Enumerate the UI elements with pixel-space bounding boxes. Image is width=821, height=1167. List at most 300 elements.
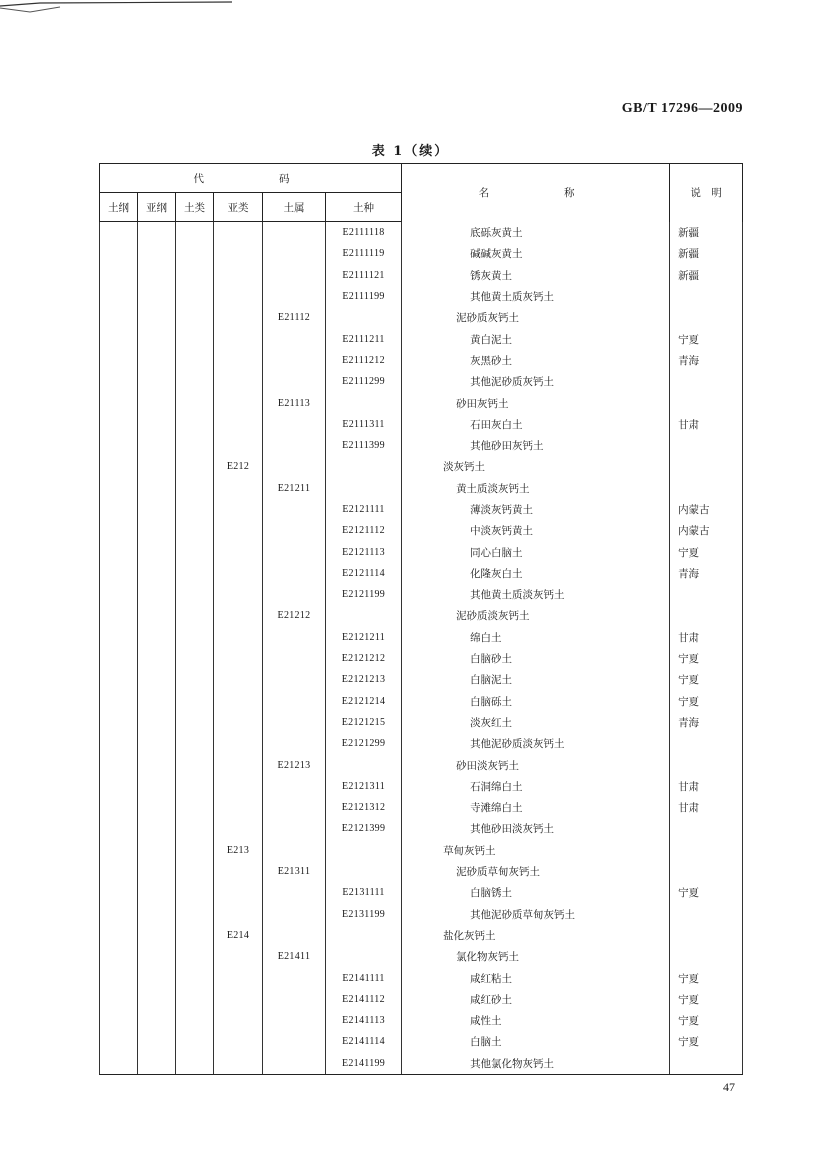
soil-name-cell: 锈灰黄土 <box>402 265 670 286</box>
genus-code-cell: E21112 <box>263 307 326 328</box>
species-code-cell: E2111311 <box>326 414 402 435</box>
note-cell: 甘肃 <box>670 414 743 435</box>
suborder-cell <box>138 222 176 244</box>
soil-name-cell: 绵白土 <box>402 627 670 648</box>
soil-name-cell: 薄淡灰钙黄土 <box>402 499 670 520</box>
soil-name-cell: 白脑锈土 <box>402 882 670 903</box>
subgroup-code-cell <box>214 989 263 1010</box>
order-cell <box>100 691 138 712</box>
subgroup-code-cell <box>214 499 263 520</box>
soil-name-cell: 白脑砾土 <box>402 691 670 712</box>
suborder-cell <box>138 904 176 925</box>
genus-code-cell <box>263 967 326 988</box>
species-code-cell: E2121111 <box>326 499 402 520</box>
order-cell <box>100 967 138 988</box>
group-cell <box>176 499 214 520</box>
subgroup-code-cell <box>214 520 263 541</box>
order-cell <box>100 584 138 605</box>
group-cell <box>176 265 214 286</box>
suborder-cell <box>138 520 176 541</box>
note-cell <box>670 605 743 626</box>
subgroup-code-cell <box>214 946 263 967</box>
soil-name-cell: 石洞绵白土 <box>402 776 670 797</box>
suborder-cell <box>138 371 176 392</box>
order-cell <box>100 776 138 797</box>
suborder-cell <box>138 265 176 286</box>
group-cell <box>176 222 214 244</box>
genus-code-cell <box>263 925 326 946</box>
subgroup-code-cell: E212 <box>214 456 263 477</box>
soil-name-cell: 氯化物灰钙土 <box>402 946 670 967</box>
table-row <box>100 1010 743 1031</box>
suborder-cell <box>138 946 176 967</box>
note-cell: 新疆 <box>670 222 743 244</box>
group-cell <box>176 754 214 775</box>
suborder-cell <box>138 797 176 818</box>
subgroup-code-cell <box>214 627 263 648</box>
species-code-cell: E2111211 <box>326 328 402 349</box>
order-cell <box>100 648 138 669</box>
suborder-cell <box>138 605 176 626</box>
suborder-cell <box>138 733 176 754</box>
table-row <box>100 435 743 456</box>
suborder-cell <box>138 840 176 861</box>
species-code-cell <box>326 925 402 946</box>
species-code-cell: E2111299 <box>326 371 402 392</box>
suborder-cell <box>138 286 176 307</box>
subgroup-header: 亚类 <box>214 193 263 222</box>
soil-name-cell: 其他泥砂质淡灰钙土 <box>402 733 670 754</box>
subgroup-code-cell <box>214 967 263 988</box>
suborder-cell <box>138 456 176 477</box>
order-header: 土纲 <box>100 193 138 222</box>
note-cell <box>670 478 743 499</box>
order-cell <box>100 371 138 392</box>
suborder-cell <box>138 563 176 584</box>
species-code-cell: E2111119 <box>326 243 402 264</box>
species-code-cell <box>326 456 402 477</box>
table-body <box>100 222 743 1075</box>
note-cell: 青海 <box>670 712 743 733</box>
order-cell <box>100 435 138 456</box>
species-code-cell: E2121311 <box>326 776 402 797</box>
order-cell <box>100 861 138 882</box>
table-row <box>100 350 743 371</box>
order-cell <box>100 541 138 562</box>
table-row <box>100 946 743 967</box>
note-cell: 宁夏 <box>670 541 743 562</box>
note-cell <box>670 286 743 307</box>
table-row <box>100 499 743 520</box>
note-cell <box>670 1053 743 1075</box>
soil-name-cell: 泥砂质灰钙土 <box>402 307 670 328</box>
subgroup-code-cell <box>214 797 263 818</box>
suborder-cell <box>138 754 176 775</box>
note-cell <box>670 456 743 477</box>
subgroup-code-cell <box>214 861 263 882</box>
species-code-cell: E2121215 <box>326 712 402 733</box>
soil-name-cell: 咸红粘土 <box>402 967 670 988</box>
table-row <box>100 754 743 775</box>
genus-code-cell: E21211 <box>263 478 326 499</box>
note-cell: 新疆 <box>670 265 743 286</box>
soil-name-cell: 砂田淡灰钙土 <box>402 754 670 775</box>
species-code-cell: E2111212 <box>326 350 402 371</box>
suborder-cell <box>138 627 176 648</box>
note-cell: 内蒙古 <box>670 520 743 541</box>
order-cell <box>100 1010 138 1031</box>
soil-name-cell: 其他氯化物灰钙土 <box>402 1053 670 1075</box>
suborder-cell <box>138 882 176 903</box>
genus-code-cell <box>263 818 326 839</box>
subgroup-code-cell <box>214 1031 263 1052</box>
species-code-cell: E2141199 <box>326 1053 402 1075</box>
group-cell <box>176 541 214 562</box>
species-code-cell: E2121211 <box>326 627 402 648</box>
subgroup-code-cell <box>214 478 263 499</box>
subgroup-code-cell <box>214 1010 263 1031</box>
table-row <box>100 925 743 946</box>
note-cell: 宁夏 <box>670 1031 743 1052</box>
order-cell <box>100 1053 138 1075</box>
soil-name-cell: 砂田灰钙土 <box>402 392 670 413</box>
order-cell <box>100 904 138 925</box>
species-code-cell <box>326 392 402 413</box>
genus-code-cell <box>263 712 326 733</box>
suborder-cell <box>138 1031 176 1052</box>
group-cell <box>176 1053 214 1075</box>
suborder-cell <box>138 541 176 562</box>
suborder-cell <box>138 243 176 264</box>
note-cell: 新疆 <box>670 243 743 264</box>
species-code-cell: E2111121 <box>326 265 402 286</box>
table-row <box>100 584 743 605</box>
note-cell <box>670 733 743 754</box>
subgroup-code-cell <box>214 1053 263 1075</box>
group-cell <box>176 797 214 818</box>
subgroup-code-cell: E214 <box>214 925 263 946</box>
order-cell <box>100 520 138 541</box>
note-cell: 内蒙古 <box>670 499 743 520</box>
note-cell: 甘肃 <box>670 797 743 818</box>
subgroup-code-cell <box>214 904 263 925</box>
subgroup-code-cell <box>214 371 263 392</box>
genus-code-cell <box>263 669 326 690</box>
group-cell <box>176 776 214 797</box>
note-cell: 宁夏 <box>670 669 743 690</box>
note-cell <box>670 861 743 882</box>
suborder-cell <box>138 350 176 371</box>
group-cell <box>176 243 214 264</box>
group-cell <box>176 627 214 648</box>
group-cell <box>176 882 214 903</box>
species-code-cell: E2141111 <box>326 967 402 988</box>
suborder-cell <box>138 669 176 690</box>
genus-code-cell <box>263 456 326 477</box>
subgroup-code-cell <box>214 350 263 371</box>
soil-name-cell: 咸性土 <box>402 1010 670 1031</box>
note-cell: 青海 <box>670 563 743 584</box>
table-row <box>100 797 743 818</box>
table-row <box>100 776 743 797</box>
subgroup-code-cell <box>214 435 263 456</box>
species-code-cell <box>326 861 402 882</box>
table-row <box>100 627 743 648</box>
note-cell <box>670 754 743 775</box>
note-cell <box>670 925 743 946</box>
genus-code-cell <box>263 499 326 520</box>
subgroup-code-cell <box>214 265 263 286</box>
name-header: 名 称 <box>402 164 670 222</box>
order-cell <box>100 307 138 328</box>
order-cell <box>100 754 138 775</box>
note-cell: 宁夏 <box>670 648 743 669</box>
soil-name-cell: 其他砂田灰钙土 <box>402 435 670 456</box>
genus-header: 土属 <box>263 193 326 222</box>
soil-name-cell: 碱碱灰黄土 <box>402 243 670 264</box>
group-cell <box>176 840 214 861</box>
suborder-cell <box>138 712 176 733</box>
table-row <box>100 243 743 264</box>
genus-code-cell <box>263 882 326 903</box>
table-row <box>100 371 743 392</box>
note-cell: 青海 <box>670 350 743 371</box>
genus-code-cell: E21311 <box>263 861 326 882</box>
group-cell <box>176 967 214 988</box>
table-row <box>100 1053 743 1075</box>
suborder-cell <box>138 478 176 499</box>
soil-name-cell: 中淡灰钙黄土 <box>402 520 670 541</box>
note-cell: 宁夏 <box>670 882 743 903</box>
genus-code-cell <box>263 989 326 1010</box>
species-code-cell: E2111199 <box>326 286 402 307</box>
order-cell <box>100 222 138 244</box>
table-row <box>100 669 743 690</box>
soil-code-table <box>99 163 742 1072</box>
group-cell <box>176 563 214 584</box>
order-cell <box>100 243 138 264</box>
species-code-cell: E2121312 <box>326 797 402 818</box>
note-cell <box>670 307 743 328</box>
subgroup-code-cell <box>214 392 263 413</box>
species-code-cell: E2121199 <box>326 584 402 605</box>
note-cell <box>670 392 743 413</box>
table-row <box>100 265 743 286</box>
genus-code-cell <box>263 1031 326 1052</box>
group-cell <box>176 456 214 477</box>
suborder-cell <box>138 818 176 839</box>
table-row <box>100 563 743 584</box>
order-cell <box>100 499 138 520</box>
group-cell <box>176 989 214 1010</box>
page-number: 47 <box>723 1080 735 1094</box>
genus-code-cell <box>263 243 326 264</box>
suborder-cell <box>138 499 176 520</box>
note-cell <box>670 435 743 456</box>
genus-code-cell <box>263 541 326 562</box>
note-cell: 宁夏 <box>670 967 743 988</box>
species-code-cell: E2121399 <box>326 818 402 839</box>
genus-code-cell: E21213 <box>263 754 326 775</box>
group-cell <box>176 392 214 413</box>
group-cell <box>176 946 214 967</box>
subgroup-code-cell <box>214 286 263 307</box>
group-cell <box>176 286 214 307</box>
genus-code-cell <box>263 265 326 286</box>
table-row <box>100 1031 743 1052</box>
note-header: 说 明 <box>670 164 743 222</box>
table-row <box>100 605 743 626</box>
suborder-cell <box>138 414 176 435</box>
order-cell <box>100 627 138 648</box>
species-code-cell: E2131199 <box>326 904 402 925</box>
genus-code-cell <box>263 840 326 861</box>
order-cell <box>100 414 138 435</box>
species-code-cell: E2131111 <box>326 882 402 903</box>
genus-code-cell <box>263 776 326 797</box>
genus-code-cell <box>263 904 326 925</box>
table-row <box>100 712 743 733</box>
suborder-header: 亚纲 <box>138 193 176 222</box>
genus-code-cell <box>263 350 326 371</box>
group-cell <box>176 307 214 328</box>
suborder-cell <box>138 861 176 882</box>
genus-code-cell <box>263 627 326 648</box>
suborder-cell <box>138 967 176 988</box>
suborder-cell <box>138 307 176 328</box>
suborder-cell <box>138 435 176 456</box>
order-cell <box>100 456 138 477</box>
note-cell <box>670 584 743 605</box>
order-cell <box>100 882 138 903</box>
note-cell <box>670 946 743 967</box>
subgroup-code-cell <box>214 541 263 562</box>
suborder-cell <box>138 1010 176 1031</box>
table-row <box>100 967 743 988</box>
soil-name-cell: 化隆灰白土 <box>402 563 670 584</box>
species-code-cell: E2141113 <box>326 1010 402 1031</box>
genus-code-cell: E21411 <box>263 946 326 967</box>
group-cell <box>176 669 214 690</box>
scan-edge-mark <box>0 0 240 14</box>
group-cell <box>176 605 214 626</box>
group-cell <box>176 1031 214 1052</box>
group-cell <box>176 584 214 605</box>
species-code-cell: E2121213 <box>326 669 402 690</box>
soil-name-cell: 其他砂田淡灰钙土 <box>402 818 670 839</box>
order-cell <box>100 392 138 413</box>
subgroup-code-cell <box>214 605 263 626</box>
order-cell <box>100 478 138 499</box>
genus-code-cell <box>263 1010 326 1031</box>
group-cell <box>176 350 214 371</box>
subgroup-code-cell <box>214 712 263 733</box>
table-row <box>100 307 743 328</box>
order-cell <box>100 712 138 733</box>
subgroup-code-cell <box>214 669 263 690</box>
suborder-cell <box>138 328 176 349</box>
note-cell <box>670 818 743 839</box>
soil-name-cell: 底砾灰黄土 <box>402 222 670 244</box>
group-cell <box>176 712 214 733</box>
subgroup-code-cell <box>214 243 263 264</box>
soil-name-cell: 淡灰红土 <box>402 712 670 733</box>
soil-name-cell: 石田灰白土 <box>402 414 670 435</box>
note-cell: 宁夏 <box>670 989 743 1010</box>
suborder-cell <box>138 989 176 1010</box>
order-cell <box>100 925 138 946</box>
soil-name-cell: 黄白泥土 <box>402 328 670 349</box>
suborder-cell <box>138 648 176 669</box>
subgroup-code-cell <box>214 563 263 584</box>
table-row <box>100 861 743 882</box>
group-header: 土类 <box>176 193 214 222</box>
species-code-cell: E2121112 <box>326 520 402 541</box>
subgroup-code-cell <box>214 222 263 244</box>
group-cell <box>176 1010 214 1031</box>
soil-name-cell: 其他黄土质淡灰钙土 <box>402 584 670 605</box>
group-cell <box>176 904 214 925</box>
group-cell <box>176 328 214 349</box>
genus-code-cell <box>263 286 326 307</box>
standard-code: GB/T 17296—2009 <box>621 101 743 116</box>
soil-name-cell: 灰黑砂土 <box>402 350 670 371</box>
soil-name-cell: 黄土质淡灰钙土 <box>402 478 670 499</box>
table-row <box>100 286 743 307</box>
soil-name-cell: 淡灰钙土 <box>402 456 670 477</box>
soil-name-cell: 白脑土 <box>402 1031 670 1052</box>
order-cell <box>100 733 138 754</box>
suborder-cell <box>138 1053 176 1075</box>
table-row <box>100 222 743 244</box>
soil-name-cell: 其他泥砂质草甸灰钙土 <box>402 904 670 925</box>
order-cell <box>100 563 138 584</box>
species-header: 土种 <box>326 193 402 222</box>
subgroup-code-cell <box>214 754 263 775</box>
note-cell: 宁夏 <box>670 328 743 349</box>
soil-name-cell: 泥砂质淡灰钙土 <box>402 605 670 626</box>
subgroup-code-cell <box>214 691 263 712</box>
species-code-cell <box>326 754 402 775</box>
species-code-cell: E2121113 <box>326 541 402 562</box>
suborder-cell <box>138 584 176 605</box>
soil-name-cell: 其他泥砂质灰钙土 <box>402 371 670 392</box>
note-cell <box>670 371 743 392</box>
subgroup-code-cell <box>214 328 263 349</box>
species-code-cell: E2121214 <box>326 691 402 712</box>
species-code-cell: E2111118 <box>326 222 402 244</box>
group-cell <box>176 371 214 392</box>
table-row <box>100 882 743 903</box>
soil-name-cell: 白脑泥土 <box>402 669 670 690</box>
genus-code-cell <box>263 435 326 456</box>
code-group-header: 代 码 <box>100 164 402 193</box>
soil-name-cell: 盐化灰钙土 <box>402 925 670 946</box>
species-code-cell: E2141114 <box>326 1031 402 1052</box>
species-code-cell <box>326 307 402 328</box>
group-cell <box>176 414 214 435</box>
table-row <box>100 840 743 861</box>
genus-code-cell <box>263 797 326 818</box>
species-code-cell <box>326 946 402 967</box>
genus-code-cell: E21212 <box>263 605 326 626</box>
note-cell: 甘肃 <box>670 627 743 648</box>
table-row <box>100 520 743 541</box>
note-cell <box>670 840 743 861</box>
soil-name-cell: 寺滩绵白土 <box>402 797 670 818</box>
group-cell <box>176 648 214 669</box>
subgroup-code-cell <box>214 414 263 435</box>
